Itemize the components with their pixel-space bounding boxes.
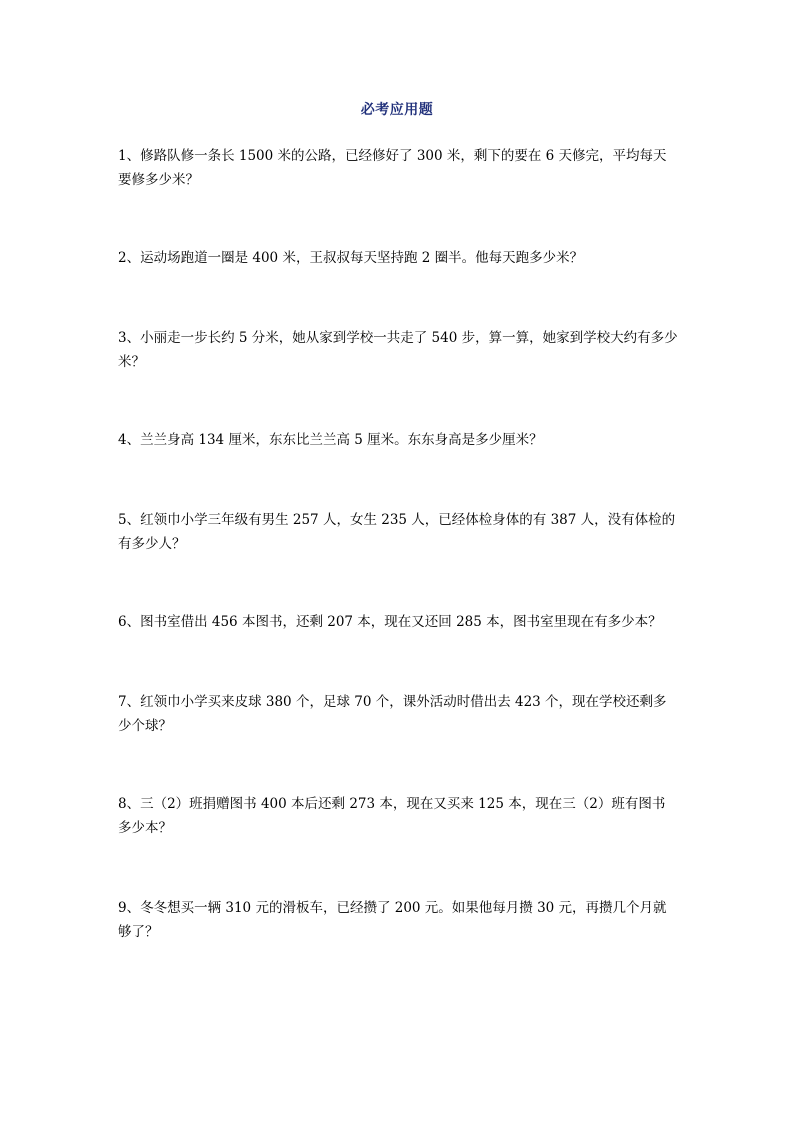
- page-title: 必考应用题: [360, 102, 434, 118]
- question-1: 1、修路队修一条长 1500 米的公路，已经修好了 300 米，剩下的要在 6 天修完，平均每天要修多少米？: [118, 148, 667, 188]
- question-8: 8、三（2）班捐赠图书 400 本后还剩 273 本，现在又买来 125 本，现在三（2）班有图书多少本？: [118, 796, 666, 836]
- question-6: 6、图书室借出 456 本图书，还剩 207 本，现在又还回 285 本，图书室里现在有多少本？: [118, 614, 662, 630]
- question-2: 2、运动场跑道一圈是 400 米，王叔叔每天坚持跑 2 圈半。他每天跑多少米？: [118, 250, 584, 266]
- question-9: 9、冬冬想买一辆 310 元的滑板车，已经攒了 200 元。如果他每月攒 30 元，再攒几个月就够了？: [118, 900, 667, 940]
- question-7: 7、红领巾小学买来皮球 380 个，足球 70 个，课外活动时借出去 423 个，现在学校还剩多少个球？: [118, 694, 667, 734]
- question-3: 3、小丽走一步长约 5 分米，她从家到学校一共走了 540 步，算一算，她家到学校大约有多少米？: [118, 330, 678, 370]
- question-5: 5、红领巾小学三年级有男生 257 人，女生 235 人，已经体检身体的有 387 人，没有体检的有多少人？: [118, 512, 676, 552]
- question-4: 4、兰兰身高 134 厘米，东东比兰兰高 5 厘米。东东身高是多少厘米？: [118, 432, 543, 448]
